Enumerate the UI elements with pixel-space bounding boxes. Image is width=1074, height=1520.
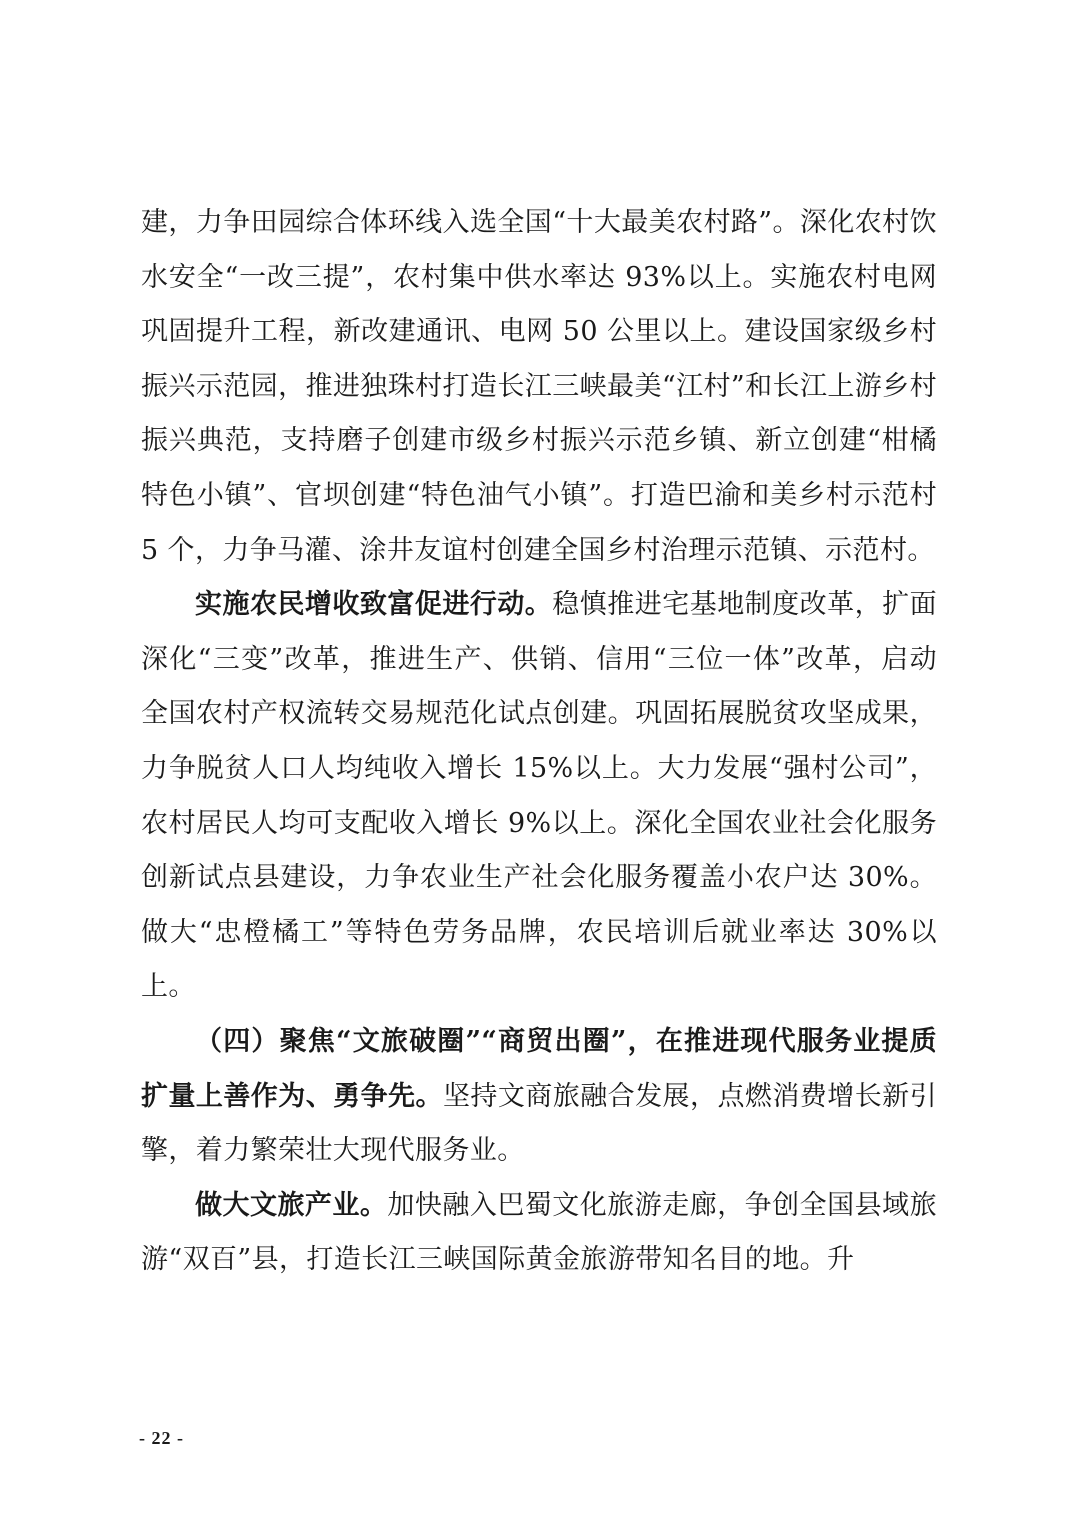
body-text bbox=[141, 196, 937, 1288]
section-heading: （四）聚焦“文旅破圈”“商贸出圈”，在推进现代服务业提质扩量上善作为、勇争先。 bbox=[141, 1025, 937, 1112]
paragraph-tourism bbox=[141, 1179, 937, 1288]
page-number: - 22 - bbox=[139, 1428, 184, 1448]
paragraph-farmer-income bbox=[141, 578, 937, 1015]
paragraph-heading: 做大文旅产业。 bbox=[195, 1189, 388, 1221]
paragraph-text: 稳慎推进宅基地制度改革，扩面深化“三变”改革，推进生产、供销、信用“三位一体”改革，启动全国农村产权流转交易规范化试点创建。巩固拓展脱贫攻坚成果，力争脱贫人口人均纯收入增长 15%以上。大力发展“强村公司”，农村居民人均可支配收入增长 9%以上。深化全国农业社会化服务创新试点县建设，力争农业生产社会化服务覆盖小农户达 30%。做大“忠橙橘工”等特色劳务品牌，农民培训后就业率达 30%以上。 bbox=[141, 589, 937, 1003]
section-heading-services bbox=[141, 1015, 937, 1179]
paragraph-rural-infrastructure bbox=[141, 196, 937, 578]
paragraph-text: 建，力争田园综合体环线入选全国“十大最美农村路”。深化农村饮水安全“一改三提”，农村集中供水率达 93%以上。实施农村电网巩固提升工程，新改建通讯、电网 50 公里以上。建设国家级乡村振兴示范园，推进独珠村打造长江三峡最美“江村”和长江上游乡村振兴典范，支持磨子创建市级乡村振兴示范乡镇、新立创建“柑橘特色小镇”、官坝创建“特色油气小镇”。打造巴渝和美乡村示范村 5 个，力争马灌、涂井友谊村创建全国乡村治理示范镇、示范村。 bbox=[141, 207, 937, 566]
paragraph-text: 加快融入巴蜀文化旅游走廊，争创全国县域旅游“双百”县，打造长江三峡国际黄金旅游带知名目的地。升 bbox=[141, 1189, 937, 1276]
paragraph-heading: 实施农民增收致富促进行动。 bbox=[195, 589, 553, 621]
paragraph-text: 坚持文商旅融合发展，点燃消费增长新引擎，着力繁荣壮大现代服务业。 bbox=[141, 1080, 937, 1167]
